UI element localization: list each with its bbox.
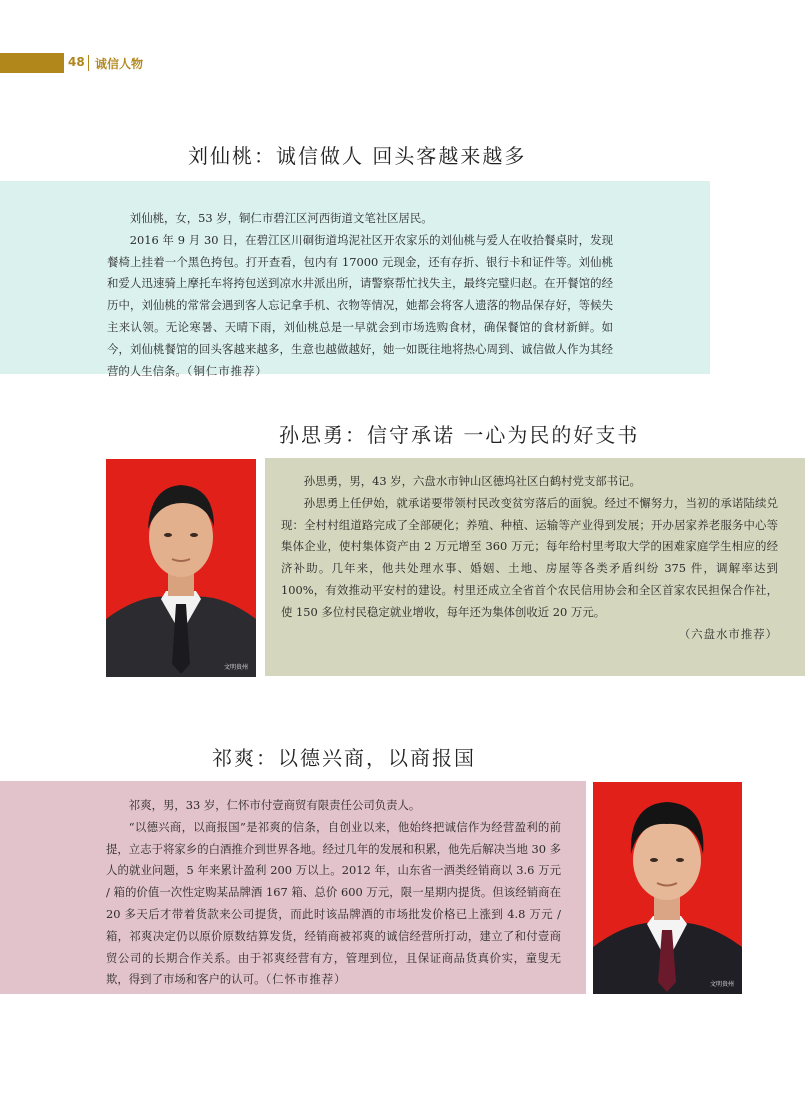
article-1-paragraph: 2016 年 9 月 30 日，在碧江区川硐街道坞泥社区开农家乐的刘仙桃与爱人在收拾餐桌时，发现餐椅上挂着一个黑色挎包。打开查看，包内有 17000 元现金，还有存折、银行卡和证件等。刘仙桃和爱人迅速骑上摩托车将挎包送到凉水井派出所，请警察帮忙找失主，最终完璧归赵。在开餐馆的经历中，刘仙桃的常常会遇到客人忘记拿手机、衣物等情况，她都会将客人遗落的物品保存好，等候失主来认领。无论寒暑、天晴下雨，刘仙桃总是一早就会到市场选购食材，确保餐馆的食材新鲜。如今，刘仙桃餐馆的回头客越来越多，生意也越做越好，她一如既往地将热心周到、诚信做人作为其经营的人生信条。（铜仁市推荐）: [107, 232, 613, 378]
portrait-photo-2: [593, 782, 742, 994]
article-3-paragraph: “以德兴商，以商报国”是祁爽的信条，自创业以来，他始终把诚信作为经营盈利的前提，立志于将家乡的白酒推介到世界各地。经过几年的发展和积累，他先后解决当地 30 多人的就业问题，5 年来累计盈利 200 万以上。2012 年，山东省一酒类经销商以 3.6 万元 / 箱的价值一次性定购某品牌酒 167 箱、总价 600 万元，限一星期内提货。但该经销商在 20 多天后才带着货款来公司提货，而此时该品牌酒的市场批发价格已上涨到 4.8 万元 / 箱，祁爽决定仍以原价原数结算发货，经销商被祁爽的诚信经营所打动，建立了和付壹商贸公司的长期合作关系。由于祁爽经营有方，管理到位，且保证商品货真价实，童叟无欺，得到了市场和客户的认可。（仁怀市推荐）: [106, 819, 561, 987]
portrait-photo-1: [106, 459, 256, 677]
photo-watermark-1: 文明贵州: [223, 664, 248, 671]
section-name: 诚信人物: [95, 57, 144, 71]
article-3-recommend: （仁怀市推荐）: [265, 972, 347, 987]
article-1-recommend: （铜仁市推荐）: [186, 363, 268, 378]
header-accent-bar: [0, 53, 64, 73]
page-number: 48: [68, 55, 85, 69]
article-1-paragraph: 刘仙桃，女，53 岁，铜仁市碧江区河西街道文笔社区居民。: [129, 211, 433, 225]
header-divider: [88, 55, 89, 71]
article-2-paragraph: 孙思勇，男，43 岁，六盘水市钟山区德坞社区白鹤村党支部书记。: [303, 474, 641, 488]
article-title-1: 刘仙桃：诚信做人 回头客越来越多: [188, 144, 527, 168]
article-body-1: [0, 181, 710, 378]
article-2-paragraph: 孙思勇上任伊始，就承诺要带领村民改变贫穷落后的面貌。经过不懈努力，当初的承诺陆续兑现：全村村组道路完成了全部硬化；养殖、种植、运输等产业得到发展；开办居家养老服务中心等集体企业，使村集体资产由 2 万元增至 360 万元；每年给村里考取大学的困难家庭学生相应的经济补助。几年来，他共处理水事、婚姻、土地、房屋等各类矛盾纠纷 375 件，调解率达到 100%，有效推动平安村的建设。村里还成立全省首个农民信用协会和全区首家农民担保合作社，使 150 多位村民稳定就业增收，每年还为集体创收近 20 万元。: [281, 495, 778, 619]
article-2-recommend: （六盘水市推荐）: [678, 626, 778, 641]
article-title-2: 孙思勇：信守承诺 一心为民的好支书: [279, 423, 640, 447]
photo-watermark-2: 文明贵州: [709, 981, 734, 988]
article-3-paragraph: 祁爽，男，33 岁，仁怀市付壹商贸有限责任公司负责人。: [128, 798, 421, 812]
article-body-2: [265, 458, 805, 676]
article-body-3: [0, 781, 586, 994]
article-title-3: 祁爽：以德兴商，以商报国: [212, 746, 476, 770]
